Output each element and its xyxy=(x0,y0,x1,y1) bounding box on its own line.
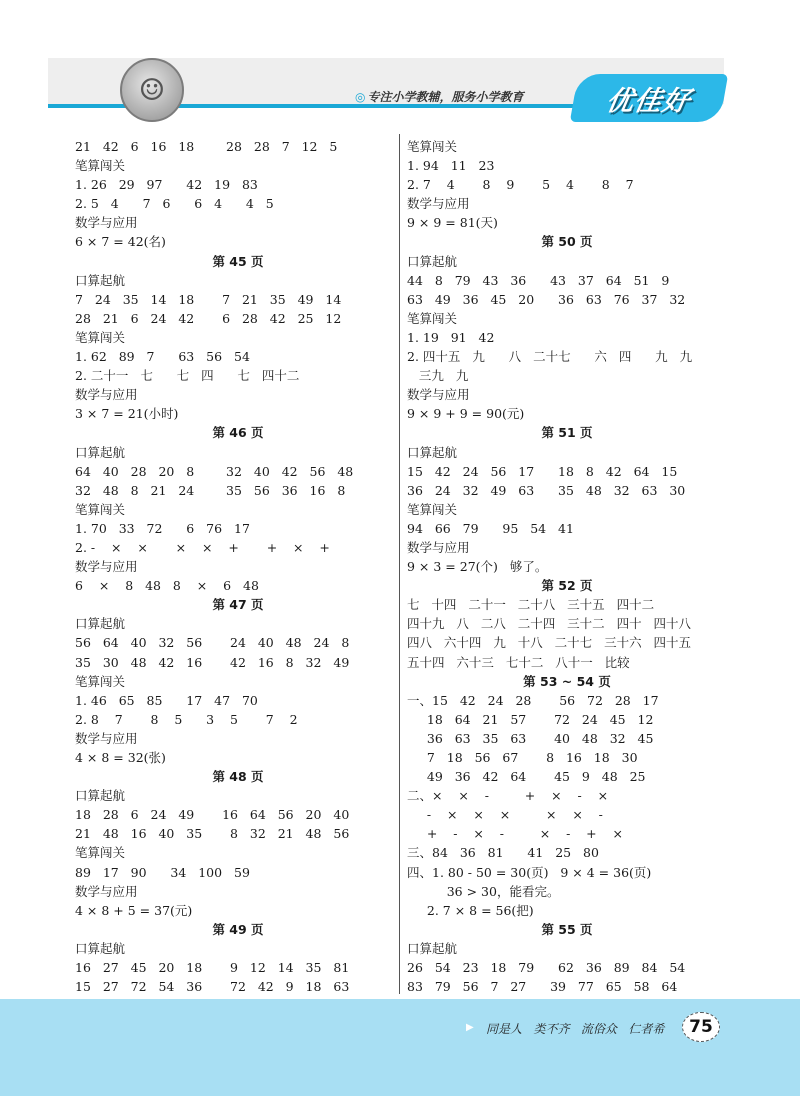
answer-line: 数学与应用 xyxy=(75,215,138,231)
answer-line: 数学与应用 xyxy=(75,883,138,899)
answer-line: 2. 7 4 8 9 5 4 8 7 xyxy=(407,177,634,193)
answer-line: 35 30 48 42 16 42 16 8 32 49 xyxy=(75,654,350,670)
answer-line: 3 × 7 = 21(小时) xyxy=(75,406,179,422)
answer-line: 数学与应用 xyxy=(407,196,470,212)
answer-line: 七 十四 二十一 二十八 三十五 四十二 xyxy=(407,597,655,613)
answer-line: 数学与应用 xyxy=(75,559,138,575)
signal-icon: ◎ xyxy=(355,90,366,104)
answer-line: 笔算闯关 xyxy=(75,501,126,517)
answer-line: 26 54 23 18 79 62 36 89 84 54 xyxy=(407,960,686,976)
answer-line: 四十九 八 二八 二十四 三十二 四十 四十八 xyxy=(407,616,692,632)
answer-line: + - × - × - + × xyxy=(407,826,624,842)
answer-line: 16 27 45 20 18 9 12 14 35 81 xyxy=(75,960,350,976)
answer-line: 32 48 8 21 24 35 56 36 16 8 xyxy=(75,482,346,498)
answer-line: 7 18 56 67 8 16 18 30 xyxy=(407,750,638,765)
answer-line: 2. 8 7 8 5 3 5 7 2 xyxy=(75,711,298,727)
page-heading: 第 49 页 xyxy=(212,921,264,937)
header-slogan xyxy=(355,88,524,105)
answer-line: 三、84 36 81 41 25 80 xyxy=(407,845,599,861)
answer-line: 28 21 6 24 42 6 28 42 25 12 xyxy=(75,310,342,326)
answer-line: 21 42 6 16 18 28 28 7 12 5 xyxy=(75,139,338,154)
answer-column-right xyxy=(407,137,727,996)
answer-line: 18 28 6 24 49 16 64 56 20 40 xyxy=(75,807,350,823)
answer-line: 36 63 35 63 40 48 32 45 xyxy=(407,730,654,746)
answer-line: 21 48 16 40 35 8 32 21 48 56 xyxy=(75,826,350,842)
answer-line: 36 > 30，能看完。 xyxy=(407,883,560,899)
answer-line: 2. 四十五 九 八 二十七 六 四 九 九 xyxy=(407,349,693,365)
answer-line: 笔算闯关 xyxy=(407,139,458,154)
answer-line: 83 79 56 7 27 39 77 65 58 64 xyxy=(407,979,678,995)
page-footer xyxy=(0,999,800,1096)
answer-line: 笔算闯关 xyxy=(75,845,126,861)
page-heading: 第 53 ~ 54 页 xyxy=(523,673,611,689)
answer-line: 1. 70 33 72 6 76 17 xyxy=(75,520,250,536)
page-number: 75 xyxy=(682,1012,720,1042)
answer-line: 口算起航 xyxy=(407,253,458,269)
page-heading: 第 50 页 xyxy=(541,234,593,250)
answer-line: 口算起航 xyxy=(407,940,458,956)
answer-line: 15 42 24 56 17 18 8 42 64 15 xyxy=(407,463,678,479)
answer-line: 数学与应用 xyxy=(407,387,470,403)
answer-line: 36 24 32 49 63 35 48 32 63 30 xyxy=(407,482,686,498)
page-heading: 第 52 页 xyxy=(541,578,593,594)
answer-line: 2. 二十一 七 七 四 七 四十二 xyxy=(75,368,300,384)
answer-line: 15 27 72 54 36 72 42 9 18 63 xyxy=(75,979,350,995)
page-heading: 第 45 页 xyxy=(212,253,264,269)
answer-line: 49 36 42 64 45 9 48 25 xyxy=(407,769,646,785)
answer-line: 数学与应用 xyxy=(407,539,470,555)
answer-line: 口算起航 xyxy=(407,444,458,460)
answer-line: 7 24 35 14 18 7 21 35 49 14 xyxy=(75,291,342,307)
answer-line: 1. 46 65 85 17 47 70 xyxy=(75,692,258,708)
answer-line: 2. 5 4 7 6 6 4 4 5 xyxy=(75,196,274,212)
answer-line: 四八 六十四 九 十八 二十七 三十六 四十五 xyxy=(407,635,692,651)
answer-line: 笔算闯关 xyxy=(407,501,458,517)
answer-line: - × × × × × - xyxy=(407,807,603,823)
answer-line: 9 × 9 + 9 = 90(元) xyxy=(407,406,525,422)
answer-line: 笔算闯关 xyxy=(75,329,126,345)
play-arrow-icon: ▶ xyxy=(466,1022,474,1033)
answer-line: 口算起航 xyxy=(75,788,126,804)
answer-line: 笔算闯关 xyxy=(75,158,126,174)
answer-line: 四、1. 80 - 50 = 30(页) 9 × 4 = 36(页) xyxy=(407,864,652,880)
answer-line: 44 8 79 43 36 43 37 64 51 9 xyxy=(407,272,670,288)
answer-line: 口算起航 xyxy=(75,940,126,956)
header-slogan-text: 专注小学教辅，服务小学教育 xyxy=(367,90,524,104)
answer-line: 1. 62 89 7 63 56 54 xyxy=(75,349,250,365)
answer-line: 数学与应用 xyxy=(75,387,138,403)
mascot-icon: ☺ xyxy=(120,58,184,122)
answer-line: 1. 19 91 42 xyxy=(407,329,495,345)
answer-line: 数学与应用 xyxy=(75,730,138,746)
answer-column-left xyxy=(75,137,401,996)
answer-line: 6 × 7 = 42(名) xyxy=(75,234,166,250)
page-header xyxy=(48,58,724,124)
page-heading: 第 48 页 xyxy=(212,769,264,785)
answer-line: 笔算闯关 xyxy=(407,310,458,326)
answer-line: 1. 26 29 97 42 19 83 xyxy=(75,177,258,193)
answer-line: 2. 7 × 8 = 56(把) xyxy=(407,902,534,918)
answer-line: 4 × 8 + 5 = 37(元) xyxy=(75,902,193,918)
answer-line: 64 40 28 20 8 32 40 42 56 48 xyxy=(75,463,354,479)
answer-line: 9 × 9 = 81(天) xyxy=(407,215,498,231)
answer-line: 口算起航 xyxy=(75,616,126,632)
answer-line: 笔算闯关 xyxy=(75,673,126,689)
answer-line: 89 17 90 34 100 59 xyxy=(75,864,250,880)
footer-motto: 同是人 类不齐 流俗众 仁者希 xyxy=(486,1022,665,1036)
answer-line: 56 64 40 32 56 24 40 48 24 8 xyxy=(75,635,350,651)
answer-line: 18 64 21 57 72 24 45 12 xyxy=(407,711,654,727)
answer-line: 94 66 79 95 54 41 xyxy=(407,520,574,536)
answer-line: 口算起航 xyxy=(75,272,126,288)
page-heading: 第 55 页 xyxy=(541,921,593,937)
answer-line: 63 49 36 45 20 36 63 76 37 32 xyxy=(407,291,686,307)
answer-line: 2. - × × × × + + × + xyxy=(75,539,330,555)
page-heading: 第 46 页 xyxy=(212,425,264,441)
page-heading: 第 47 页 xyxy=(212,597,264,613)
answer-line: 一、15 42 24 28 56 72 28 17 xyxy=(407,692,659,708)
brand-logo-text: 优佳好 xyxy=(603,85,694,117)
answer-line: 口算起航 xyxy=(75,444,126,460)
brand-logo xyxy=(570,74,728,122)
answer-line: 6 × 8 48 8 × 6 48 xyxy=(75,578,259,594)
answer-line: 9 × 3 = 27(个) 够了。 xyxy=(407,559,548,575)
answer-line: 4 × 8 = 32(张) xyxy=(75,750,166,765)
page-heading: 第 51 页 xyxy=(541,425,593,441)
answer-line: 二、× × - + × - × xyxy=(407,788,609,804)
answer-line: 五十四 六十三 七十二 八十一 比较 xyxy=(407,654,630,670)
answer-line: 三九 九 xyxy=(407,368,469,384)
answer-line: 1. 94 11 23 xyxy=(407,158,495,174)
